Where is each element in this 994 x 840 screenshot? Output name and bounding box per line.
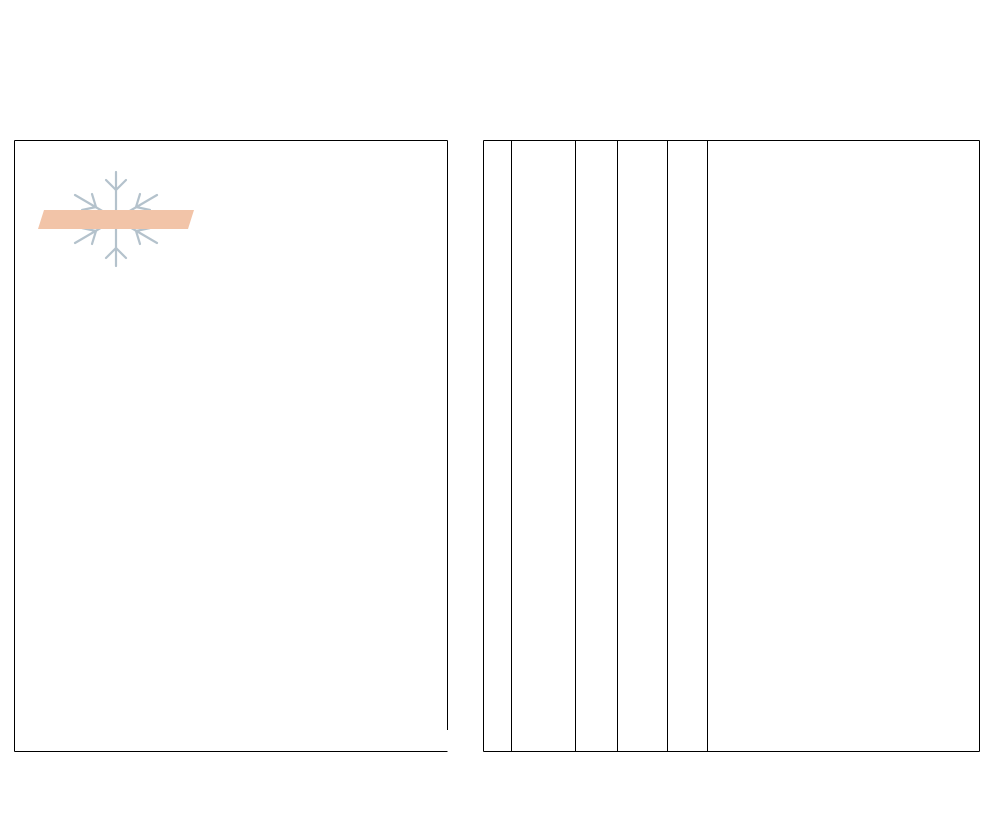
layer-table [484, 141, 980, 752]
snow-pilot-logo [38, 210, 194, 229]
hardness-graph [15, 141, 448, 752]
